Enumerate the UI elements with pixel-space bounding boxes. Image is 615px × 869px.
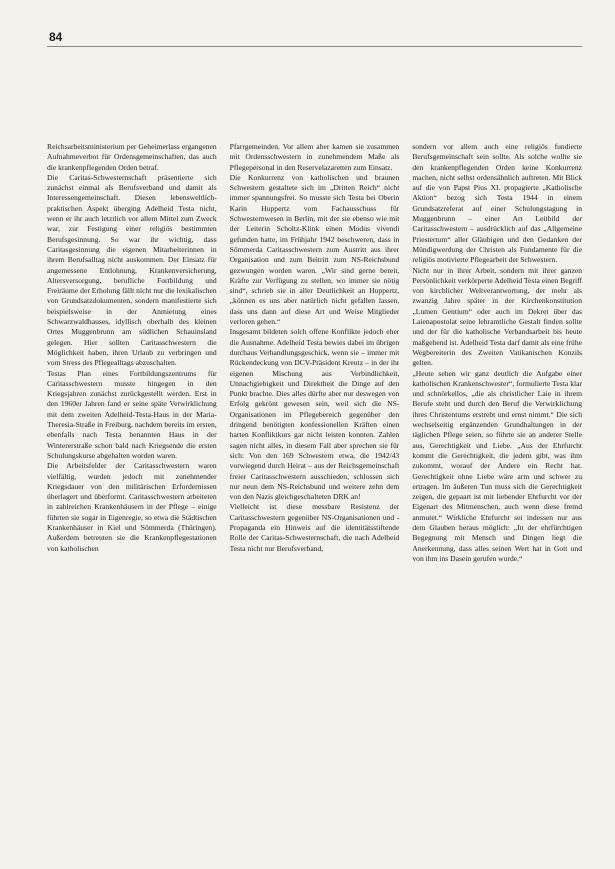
text-column-3 bbox=[412, 142, 582, 852]
page-number: 84 bbox=[49, 30, 63, 44]
top-rule bbox=[47, 46, 582, 47]
paragraph: Die Caritas-Schwesternschaft präsentierte sich zunächst einmal als Berufsverband und damit als Interessengemeinschaft. Diesen lebensweltlich-praktischen Aspekt überging Adelheid Testa nicht, wenn er ihr auch letztlich vor allem Mittel zum Zweck war, zur Festigung einer religiös bestimmten Berufsgesinnung. So war ihr wichtig, dass Caritasgesinnung die eigenen Mitarbeiterinnen in ihrem Berufsalltag nicht auskommen. Der Einsatz für angemessene Entlohnung, Krankenversicherung, Altersversorgung, berufliche Fortbildung und Freiräume der Erholung fällt nicht nur die lexikalischen von Grundsatzdokumenten, sondern manifestierte sich beispielsweise in der Anmietung eines Schwarzwaldhauses, idyllisch oberhalb des kleinen Ortes Muggenbrunn am südlichen Schauinsland gelegen. Hier sollten Caritasschwestern die Möglichkeit haben, ihren Urlaub zu verbringen und vom Stress des Pflegealltags abzuschalten. bbox=[47, 172, 217, 368]
paragraph: Die Konkurrenz von katholischen und braunen Schwestern gestaltete sich im „Dritten Reich“ nicht immer spannungsfrei. So musste sich Testa bei Oberin Karin Huppertz vom Fachausschuss für Schwesternwesen in Berlin, mit der sie ebenso wie mit der Leiterin Scholtz-Klink einen Modus vivendi gefunden hatte, im Frühjahr 1942 beschweren, dass in Sömmerda Caritasschwestern zum Austritt aus ihrer Organisation und zum Beitritt zum NS-Reichsbund gezwungen worden waren. „Wir sind gerne bereit, Kräfte zur Verfügung zu stellen, wo immer sie nötig sind“, schrieb sie in aller Deutlichkeit an Huppertz, „können es uns aber natürlich nicht gefallen lassen, dass uns dann auf diese Art und Weise Mitglieder verloren gehen.“ bbox=[229, 172, 400, 327]
paragraph: Nicht nur in ihrer Arbeit, sondern mit ihrer ganzen Persönlichkeit verkörperte Adelheid Testa einen Begriff von kirchlicher Weltverantwortung, der mehr als zwanzig Jahre später in der Kirchenkonstitution „Lumen Gentium“ oder auch im Dekret über das Laienapostolat seine lehramtliche Gestalt finden sollte und der für die katholische Verbandsarbeit bis heute maßgebend ist. Adelheid Testa darf damit als eine frühe Wegbereiterin des Zweiten Vatikanischen Konzils gelten. bbox=[412, 265, 583, 368]
text-column-1 bbox=[47, 142, 217, 852]
paragraph: Vielleicht ist diese messbare Resistenz der Caritasschwestern gegenüber NS-Organisationen und -Propaganda ein Hinweis auf die identitätsstiftende Rolle der Caritas-Schwesternschaft, die nach Adelheid Testa nicht nur Berufsverband, bbox=[229, 502, 400, 553]
paragraph: Pfarrgemeinden. Vor allem aber kamen sie zusammen mit Ordensschwestern in zunehmendem Maße als Pflegepersonal in den Reservelazaretten zum Einsatz. bbox=[229, 142, 400, 172]
paragraph: Testas Plan eines Fortbildungszentrums für Caritasschwestern musste hingegen in den Kriegsjahren zunächst zurückgestellt werden. Erst in den 1960er Jahren fand er seine späte Verwirklichung mit dem zweiten Adelheid-Testa-Haus in der Maria-Theresia-Straße in Freiburg, nachdem bereits im ersten, ebenfalls nach Testa benannten Haus in der Wintererstraße schon bald nach Kriegsende die ersten Schulungskurse abgehalten worden waren. bbox=[47, 368, 217, 460]
paragraph: Insgesamt bildeten solch offene Konflikte jedoch eher die Ausnahme. Adelheid Testa bewies dabei im übrigen durchaus Verhandlungsgeschick, wenn sie – immer mit Rückendeckung von DCV-Präsident Kreutz – in der ihr eigenen Mischung aus Verbindlichkeit, Unnachgiebigkeit und Direktheit die Dinge auf den Punkt brachte. Dies alles dürfte aber nur deswegen von Erfolg gekrönt gewesen sein, weil sich die NS-Organisationen im Pflegebereich gegenüber den dringend benötigten konfessionellen Kräften einen harten Konfliktkurs gar nicht leisten konnten. Zahlen sagen nicht alles, in diesem Fall aber sprechen sie für sich: Von den 169 Schwestern etwa, die 1942/43 vorwiegend durch Heirat – aus der Reichsgemeinschaft freier Caritasschwestern ausschieden, schlossen sich nur neun dem NS-Reichsbund und weitere zehn dem von den Nazis gleichgeschalteten DRK an! bbox=[229, 327, 400, 502]
paragraph: Reichsarbeitsministerium per Geheimerlass ergangenen Aufnahmeverbot für Ordensgemeinschaften, das auch die krankenpflegenden Orden betraf. bbox=[47, 142, 217, 172]
paragraph: sondern vor allem auch eine religiös fundierte Berufsgemeinschaft sein sollte. Als solche wollte sie den krankenpflegenden Orden keine Konkurrenz machen, nicht selbst ordensähnlich auftreten. Mit Blick auf die von Papst Pius XI. propagierte „Katholische Aktion“ bezog sich Testa 1944 in einem Grundsatzreferat auf einer Schulungstagung in Muggenbrunn – einer Art Leitbild der Caritasschwestern – ausdrücklich auf das „Allgemeine Priestertum“ aller Gläubigen und den Gedanken der Mündigwerdung der Christen als Fundamente für die religiös motivierte Pflegearbeit der Schwestern. bbox=[412, 142, 583, 265]
text-column-2 bbox=[230, 142, 400, 852]
paragraph: Die Arbeitsfelder der Caritasschwestern waren vielfältig, wurden jedoch mit zunehmender Kriegsdauer von den militärischen Erfordernissen überlagert und überformt. Caritasschwestern arbeiteten in zahlreichen Krankenhäusern in der Pflege – einige führten sie sogar in Eigenregie, so etwa die Städtischen Krankenhäuser in Kiel und Sömmerda (Thüringen). Außerdem betreuten sie die Krankenpflegestationen von katholischen bbox=[47, 461, 217, 553]
paragraph: „Heute sehen wir ganz deutlich die Aufgabe einer katholischen Krankenschwester“, formulierte Testa klar und schnörkellos, „die als christlicher Laie in ihrem Berufe steht und durch den Beruf die Verwirklichung ihres Christentums erstrebt und ernst nimmt.“ Die sich wechselseitig ergänzenden Grundhaltungen in der täglichen Pflege seien, so führte sie an anderer Stelle aus, Gerechtigkeit und Liebe. „Aus der Ehrfurcht kommt die Gerechtigkeit, die jedem gibt, was ihm zukommt, worauf der Andere ein Recht hat. Gerechtigkeit ohne Liebe wäre arm und schwer zu ertragen. Im äußeren Tun muss sich die Gerechtigkeit zeigen, die gepaart ist mit liebender Ehrfurcht vor der Eigenart des Mitmenschen, auch wenn diese fremd anmutet.“ Wirkliche Ehrfurcht sei indessen nur aus dem Glauben heraus möglich: „In der ehrfürchtigen Begegnung mit Mensch und Dingen liegt die Anerkennung, dass alles seinen Wert hat in Gott und von ihm ins Dasein gerufen wurde.“ bbox=[412, 368, 583, 563]
text-columns bbox=[47, 142, 582, 852]
